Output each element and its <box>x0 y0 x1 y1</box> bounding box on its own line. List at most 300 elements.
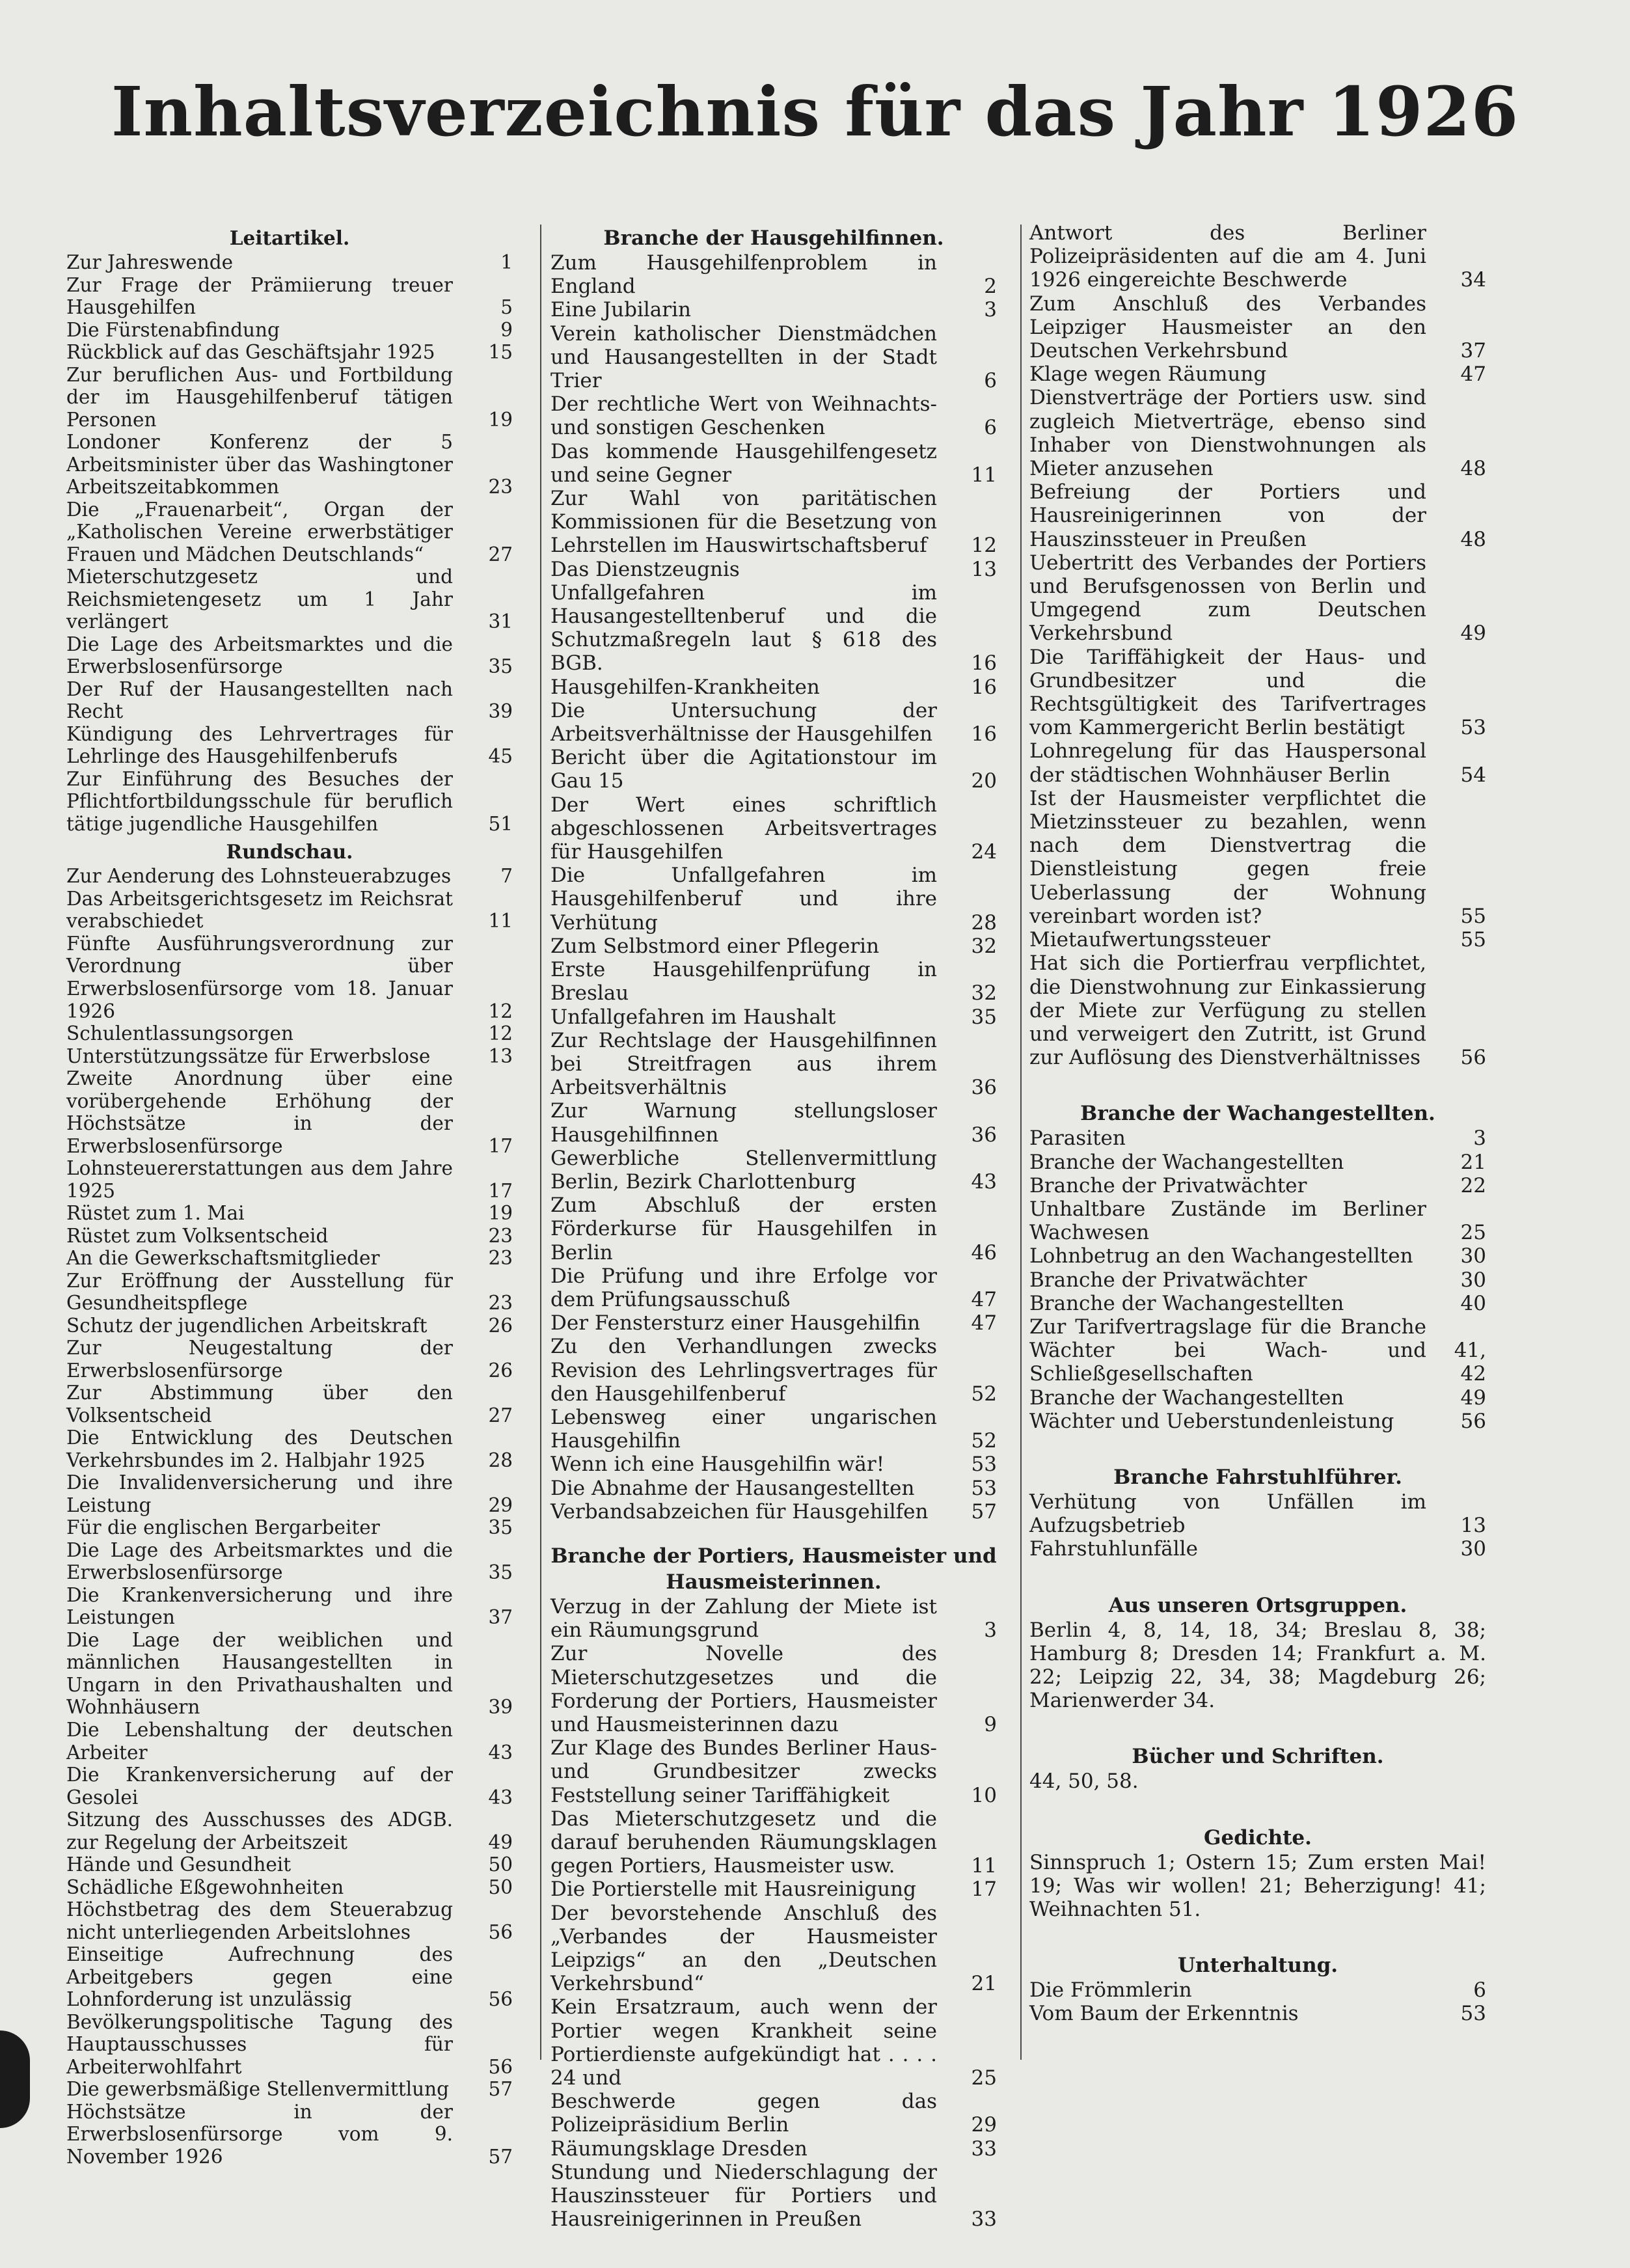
entry-title: Der bevorstehende Anschluß des „Verbandes der Hausmeister Leipzigs“ an den „Deutschen Verkehrsbund“ <box>550 1901 937 1996</box>
entry-page-number: 28 <box>488 1449 513 1471</box>
entry-page-number: 52 <box>971 1429 997 1453</box>
entry-title: Hat sich die Portierfrau verpflichtet, die Dienstwohnung zur Einkassierung der Miete zur Verfügung zu stellen und verweigert den Zutritt, ist Grund zur Auflösung des Dienstverhältnisses <box>1029 951 1426 1070</box>
entry-page-number: 21 <box>1460 1150 1486 1174</box>
index-entry <box>66 499 513 566</box>
entry-page-number: 9 <box>500 318 513 341</box>
entry-title: Die Invalidenversicherung und ihre Leistung <box>66 1471 453 1516</box>
entry-page-number: 30 <box>1460 1244 1486 1268</box>
entry-page-number: 32 <box>971 981 997 1005</box>
entry-title: Vom Baum der Erkenntnis <box>1029 2002 1299 2026</box>
entry-title: Kündigung des Lehrvertrages für Lehrlinge des Hausgehilfenberufs <box>66 722 453 768</box>
section-paragraph: Berlin 4, 8, 14, 18, 34; Breslau 8, 38; Hamburg 8; Dresden 14; Frankfurt a. M. 22; Leipzig 22, 34, 38; Magdeburg 26; Marienwerder 34. <box>1029 1618 1486 1713</box>
entry-title: Die gewerbsmäßige Stellenvermittlung <box>66 2078 450 2101</box>
entry-title: Zur Warnung stellungsloser Hausgehilfinnen <box>550 1099 937 1147</box>
entry-title: Zur Frage der Prämiierung treuer Hausgehilfen <box>66 273 453 319</box>
index-entry <box>550 1477 997 1500</box>
entry-title: Uebertritt des Verbandes der Portiers und Berufsgenossen von Berlin und Umgegend zum Deutschen Verkehrsbund <box>1029 551 1426 646</box>
index-entry <box>66 678 513 723</box>
entry-title: Die Lage der weiblichen und männlichen Hausangestellten in Ungarn in den Privathaushalten und Wohnhäusern <box>66 1628 453 1719</box>
entry-page-number: 23 <box>488 476 513 499</box>
entry-title: Einseitige Aufrechnung des Arbeitgebers gegen eine Lohnforderung ist unzulässig <box>66 1943 453 2011</box>
section-heading: Branche der Wachangestellten. <box>1080 1102 1435 1126</box>
column-divider <box>540 225 541 2060</box>
entry-title: Mieterschutzgesetz und Reichsmietengesetz um 1 Jahr verlängert <box>66 566 453 633</box>
entry-title: Die Untersuchung der Arbeitsverhältnisse der Hausgehilfen <box>550 698 937 746</box>
entry-page-number: 12 <box>488 1022 513 1045</box>
index-entry <box>66 1943 513 2011</box>
entry-page-number: 9 <box>984 1712 997 1736</box>
entry-title: Zur Neugestaltung der Erwerbslosenfürsorge <box>66 1337 453 1382</box>
index-entry <box>1029 292 1486 363</box>
entry-page-number: 6 <box>1473 1978 1486 2002</box>
entry-page-number: 33 <box>971 2137 997 2161</box>
entry-page-number: 27 <box>488 543 513 566</box>
entry-title: Das kommende Hausgehilfengesetz und seine Gegner <box>550 439 937 487</box>
entry-title: Zur Wahl von paritätischen Kommissionen für die Besetzung von Lehrstellen im Hauswirtschaftsberuf <box>550 487 937 558</box>
page-title: Inhaltsverzeichnis für das Jahr 1926 <box>111 72 1519 152</box>
index-entry <box>66 251 513 274</box>
index-entry <box>1029 787 1486 928</box>
entry-page-number: 50 <box>488 1853 513 1876</box>
entry-page-number: 37 <box>1460 339 1486 363</box>
index-entry <box>1029 1174 1486 1197</box>
entry-title: Die Tariffähigkeit der Haus- und Grundbesitzer und die Rechtsgültigkeit des Tarifvertrages vom Kammergericht Berlin bestätigt <box>1029 645 1426 740</box>
index-entry <box>550 1807 997 1878</box>
entry-title: Eine Jubilarin <box>550 298 691 322</box>
entry-title: Beschwerde gegen das Polizeipräsidium Berlin <box>550 2090 937 2137</box>
index-entry <box>66 888 513 933</box>
index-entry <box>1029 1410 1486 1433</box>
entry-page-number: 2 <box>984 275 997 299</box>
index-entry <box>550 935 997 958</box>
index-entry <box>550 1995 997 2090</box>
entry-title: Zur Einführung des Besuches der Pflichtfortbildungsschule für beruflich tätige jugendliche Hausgehilfen <box>66 767 453 835</box>
index-entry <box>550 487 997 558</box>
entry-title: Das Arbeitsgerichtsgesetz im Reichsrat verabschiedet <box>66 887 453 933</box>
index-entry <box>550 2137 997 2161</box>
entry-page-number: 52 <box>971 1382 997 1406</box>
entry-title: Branche der Privatwächter <box>1029 1173 1307 1197</box>
entry-page-number: 56 <box>1460 1046 1486 1070</box>
index-entry <box>550 1453 997 1476</box>
entry-page-number: 3 <box>1473 1127 1486 1151</box>
entry-title: Das Dienstzeugnis <box>550 557 740 581</box>
entry-page-number: 31 <box>488 610 513 633</box>
index-entry <box>1029 2002 1486 2025</box>
entry-page-number: 47 <box>971 1311 997 1335</box>
index-entry <box>66 1719 513 1764</box>
index-entry <box>1029 739 1486 786</box>
entry-page-number: 45 <box>488 745 513 768</box>
index-entry <box>66 933 513 1022</box>
entry-title: Parasiten <box>1029 1127 1126 1151</box>
index-entry <box>550 1099 997 1146</box>
section-heading: Leitartikel. <box>229 226 350 249</box>
index-entry <box>66 1270 513 1315</box>
entry-page-number: 41, 42 <box>1454 1339 1486 1386</box>
entry-title: Die Krankenversicherung und ihre Leistungen <box>66 1583 453 1629</box>
index-entry <box>1029 1386 1486 1410</box>
entry-title: Erste Hausgehilfenprüfung in Breslau <box>550 958 937 1005</box>
index-entry <box>1029 928 1486 951</box>
index-entry <box>550 2161 997 2232</box>
entry-page-number: 53 <box>971 1453 997 1477</box>
entry-title: Bericht über die Agitationstour im Gau 15 <box>550 746 937 793</box>
index-entry <box>66 1427 513 1471</box>
entry-title: Unfallgefahren im Haushalt <box>550 1005 836 1029</box>
entry-title: Die „Frauenarbeit“, Organ der „Katholischen Vereine erwerbstätiger Frauen und Mädchen Deutschlands“ <box>66 498 453 566</box>
section-heading: Unterhaltung. <box>1177 1954 1338 1978</box>
index-entry <box>550 1878 997 1901</box>
entry-title: Zur Eröffnung der Ausstellung für Gesundheitspflege <box>66 1269 453 1315</box>
section-heading: Aus unseren Ortsgruppen. <box>1108 1593 1407 1617</box>
entry-page-number: 16 <box>971 651 997 676</box>
index-entry <box>66 1853 513 1876</box>
entry-title: Schulentlassungsorgen <box>66 1022 294 1045</box>
index-entry <box>550 958 997 1005</box>
entry-title: Für die englischen Bergarbeiter <box>66 1516 380 1539</box>
index-entry <box>66 1629 513 1719</box>
entry-title: Gewerbliche Stellenvermittlung Berlin, Bezirk Charlottenburg <box>550 1146 937 1194</box>
entry-title: Mietaufwertungssteuer <box>1029 928 1271 952</box>
entry-title: Rückblick auf das Geschäftsjahr 1925 <box>66 341 435 364</box>
entry-page-number: 57 <box>488 2145 513 2168</box>
index-entry <box>1029 951 1486 1069</box>
index-entry <box>550 1194 997 1264</box>
entry-page-number: 19 <box>488 408 513 431</box>
entry-page-number: 16 <box>971 675 997 699</box>
index-entry <box>550 1500 997 1523</box>
index-entry <box>550 392 997 439</box>
entry-title: Zur Novelle des Mieterschutzgesetzes und die Forderung der Portiers, Hausmeister und Hausmeisterinnen dazu <box>550 1642 937 1736</box>
entry-title: Antwort des Berliner Polizeipräsidenten auf die am 4. Juni 1926 eingereichte Beschwerde <box>1029 221 1426 292</box>
entry-title: Lohnregelung für das Hauspersonal der städtischen Wohnhäuser Berlin <box>1029 739 1426 787</box>
index-entry <box>66 1539 513 1584</box>
section-heading: Branche Fahrstuhlführer. <box>1113 1465 1402 1489</box>
index-entry <box>66 2101 513 2168</box>
entry-page-number: 26 <box>488 1314 513 1337</box>
entry-title: Zur Abstimmung über den Volksentscheid <box>66 1382 453 1427</box>
entry-title: Die Unfallgefahren im Hausgehilfenberuf und ihre Verhütung <box>550 864 937 935</box>
entry-page-number: 40 <box>1460 1291 1486 1315</box>
index-entry <box>1029 1315 1486 1386</box>
entry-title: Fahrstuhlunfälle <box>1029 1537 1198 1561</box>
entry-title: Die Abnahme der Hausangestellten <box>550 1476 915 1500</box>
entry-page-number: 3 <box>984 1619 997 1643</box>
entry-title: Zur Tarifvertragslage für die Branche Wächter bei Wach- und Schließgesellschaften <box>1029 1315 1426 1386</box>
index-entry <box>1029 1197 1486 1244</box>
index-entry <box>66 1764 513 1809</box>
entry-title: Der Fenstersturz einer Hausgehilfin <box>550 1311 921 1335</box>
entry-page-number: 23 <box>488 1292 513 1315</box>
entry-title: Zur beruflichen Aus- und Fortbildung der im Hausgehilfenberuf tätigen Personen <box>66 363 453 431</box>
index-entry <box>1029 551 1486 646</box>
entry-title: Zum Hausgehilfenproblem in England <box>550 251 937 299</box>
entry-page-number: 13 <box>1460 1514 1486 1538</box>
index-entry <box>550 298 997 321</box>
entry-title: Die Lage des Arbeitsmarktes und die Erwerbslosenfürsorge <box>66 1538 453 1584</box>
entry-title: Die Portierstelle mit Hausreinigung <box>550 1878 916 1902</box>
entry-title: Branche der Wachangestellten <box>1029 1386 1344 1410</box>
entry-page-number: 19 <box>488 1202 513 1225</box>
section-heading: Gedichte. <box>1204 1825 1312 1850</box>
index-entry <box>66 1045 513 1068</box>
entry-title: Verbandsabzeichen für Hausgehilfen <box>550 1499 929 1523</box>
entry-title: Zur Klage des Bundes Berliner Haus- und Grundbesitzer zwecks Feststellung seiner Tariffähigkeit <box>550 1736 937 1807</box>
index-entry <box>66 1876 513 1899</box>
entry-page-number: 22 <box>1460 1173 1486 1197</box>
entry-title: Zweite Anordnung über eine vorübergehende Erhöhung der Höchstsätze in der Erwerbslosenfürsorge <box>66 1067 453 1157</box>
entry-page-number: 25 <box>1460 1221 1486 1245</box>
index-entry <box>550 1406 997 1453</box>
index-entry <box>1029 1292 1486 1315</box>
index-entry <box>550 1642 997 1736</box>
entry-page-number: 11 <box>971 1854 997 1878</box>
entry-page-number: 26 <box>488 1359 513 1382</box>
entry-page-number: 43 <box>971 1169 997 1194</box>
index-entry <box>550 1005 997 1029</box>
entry-page-number: 56 <box>488 2055 513 2078</box>
entry-page-number: 35 <box>488 1561 513 1584</box>
index-entry <box>550 2090 997 2137</box>
entry-page-number: 12 <box>488 1000 513 1022</box>
entry-page-number: 55 <box>1460 904 1486 928</box>
entry-page-number: 49 <box>1460 1386 1486 1410</box>
entry-page-number: 29 <box>971 2113 997 2137</box>
ink-blot <box>0 2030 30 2128</box>
entry-title: Die Lebenshaltung der deutschen Arbeiter <box>66 1719 453 1764</box>
entry-title: Wächter und Ueberstundenleistung <box>1029 1409 1394 1433</box>
index-entry <box>550 1902 997 1996</box>
index-entry <box>550 1595 997 1642</box>
entry-title: Höchstsätze in der Erwerbslosenfürsorge vom 9. November 1926 <box>66 2100 453 2168</box>
entry-title: Unfallgefahren im Hausangestelltenberuf und die Schutzmaßregeln laut § 618 des BGB. <box>550 581 937 676</box>
entry-page-number: 57 <box>488 2078 513 2101</box>
entry-page-number: 13 <box>488 1045 513 1067</box>
index-entry <box>66 865 513 888</box>
entry-page-number: 28 <box>971 910 997 935</box>
entry-page-number: 6 <box>984 416 997 440</box>
entry-page-number: 51 <box>488 812 513 835</box>
index-entry <box>1029 1268 1486 1292</box>
entry-title: Die Prüfung und ihre Erfolge vor dem Prüfungsausschuß <box>550 1264 937 1311</box>
entry-page-number: 53 <box>1460 2002 1486 2026</box>
entry-page-number: 46 <box>971 1240 997 1264</box>
entry-page-number: 10 <box>971 1783 997 1807</box>
entry-title: Befreiung der Portiers und Hausreinigerinnen von der Hauszinssteuer in Preußen <box>1029 480 1426 551</box>
entry-page-number: 16 <box>971 722 997 746</box>
entry-page-number: 49 <box>488 1831 513 1853</box>
entry-page-number: 34 <box>1460 268 1486 292</box>
entry-page-number: 23 <box>488 1247 513 1270</box>
entry-title: Räumungsklage Dresden <box>550 2137 808 2161</box>
index-entry <box>66 1225 513 1248</box>
entry-title: Wenn ich eine Hausgehilfin wär! <box>550 1453 885 1477</box>
index-entry <box>66 1067 513 1157</box>
index-entry <box>66 1898 513 1943</box>
entry-title: Die Frömmlerin <box>1029 1978 1192 2002</box>
entry-page-number: 56 <box>488 1988 513 2011</box>
index-entry <box>550 1736 997 1807</box>
index-entry <box>66 768 513 836</box>
entry-page-number: 30 <box>1460 1268 1486 1292</box>
index-entry <box>66 1315 513 1337</box>
index-entry <box>66 1337 513 1382</box>
index-entry <box>1029 1537 1486 1561</box>
index-entry <box>550 581 997 676</box>
section-heading: Bücher und Schriften. <box>1132 1745 1384 1769</box>
entry-title: Das Mieterschutzgesetz und die darauf beruhenden Räumungsklagen gegen Portiers, Hausmeister usw. <box>550 1807 937 1878</box>
entry-page-number: 37 <box>488 1606 513 1629</box>
entry-title: Fünfte Ausführungsverordnung zur Verordnung über Erwerbslosenfürsorge vom 18. Januar 1926 <box>66 932 453 1022</box>
entry-title: Zum Anschluß des Verbandes Leipziger Hausmeister an den Deutschen Verkehrsbund <box>1029 292 1426 363</box>
entry-page-number: 56 <box>488 1920 513 1943</box>
index-entry <box>66 2011 513 2079</box>
index-entry <box>66 1247 513 1270</box>
index-entry <box>66 1516 513 1539</box>
entry-page-number: 25 <box>971 2066 997 2090</box>
entry-page-number: 5 <box>500 296 513 319</box>
index-entry <box>550 1335 997 1406</box>
index-entry <box>66 1157 513 1202</box>
index-entry <box>66 1584 513 1629</box>
index-entry <box>66 633 513 678</box>
index-entry <box>1029 646 1486 740</box>
entry-title: Lohnbetrug an den Wachangestellten <box>1029 1244 1413 1268</box>
entry-page-number: 6 <box>984 369 997 393</box>
entry-page-number: 56 <box>1460 1409 1486 1433</box>
column-divider <box>1020 225 1022 2060</box>
entry-title: Ist der Hausmeister verpflichtet die Mietzinssteuer zu bezahlen, wenn nach dem Dienstvertrag die Dienstleistung gegen freie Ueberlassung der Wohnung vereinbart worden ist? <box>1029 786 1426 928</box>
index-entry <box>1029 362 1486 386</box>
entry-title: Zum Abschluß der ersten Förderkurse für Hausgehilfen in Berlin <box>550 1194 937 1264</box>
index-entry <box>1029 386 1486 480</box>
index-entry <box>66 2078 513 2101</box>
entry-title: Klage wegen Räumung <box>1029 362 1267 387</box>
entry-page-number: 21 <box>971 1972 997 1996</box>
index-entry <box>1029 221 1486 292</box>
index-entry <box>66 341 513 364</box>
entry-page-number: 23 <box>488 1224 513 1247</box>
entry-page-number: 15 <box>488 341 513 364</box>
entry-title: Bevölkerungspolitische Tagung des Hauptausschusses für Arbeiterwohlfahrt <box>66 2010 453 2078</box>
section-paragraph: 44, 50, 58. <box>1029 1769 1139 1794</box>
entry-title: Branche der Privatwächter <box>1029 1268 1307 1292</box>
entry-title: Die Fürstenabfindung <box>66 318 280 341</box>
entry-title: Zu den Verhandlungen zwecks Revision des Lehrlingsvertrages für den Hausgehilfenberuf <box>550 1335 937 1406</box>
index-entry <box>550 676 997 699</box>
entry-page-number: 53 <box>1460 716 1486 740</box>
index-entry <box>550 322 997 393</box>
entry-title: Der rechtliche Wert von Weihnachts- und sonstigen Geschenken <box>550 392 937 440</box>
entry-page-number: 47 <box>971 1287 997 1311</box>
entry-page-number: 48 <box>1460 457 1486 481</box>
entry-title: Die Lage des Arbeitsmarktes und die Erwerbslosenfürsorge <box>66 633 453 678</box>
entry-title: Sitzung des Ausschusses des ADGB. zur Regelung der Arbeitszeit <box>66 1809 453 1853</box>
index-entry <box>550 699 997 746</box>
index-entry <box>66 723 513 768</box>
entry-title: Der Ruf der Hausangestellten nach Recht <box>66 677 453 723</box>
index-entry <box>550 1029 997 1100</box>
entry-page-number: 12 <box>971 534 997 558</box>
section-heading: Branche der Portiers, Hausmeister und Hausmeisterinnen. <box>550 1544 997 1594</box>
entry-page-number: 39 <box>488 700 513 723</box>
entry-title: Dienstverträge der Portiers usw. sind zugleich Mietverträge, ebenso sind Inhaber von Dienstwohnungen als Mieter anzusehen <box>1029 386 1426 481</box>
index-entry <box>66 364 513 431</box>
index-entry <box>1029 1978 1486 2002</box>
entry-title: Rüstet zum 1. Mai <box>66 1202 245 1225</box>
index-entry <box>550 1264 997 1311</box>
entry-page-number: 55 <box>1460 928 1486 952</box>
index-entry <box>1029 1127 1486 1150</box>
entry-title: Unterstützungssätze für Erwerbslose <box>66 1045 431 1067</box>
entry-page-number: 57 <box>971 1499 997 1523</box>
index-entry <box>1029 1151 1486 1174</box>
entry-title: Hausgehilfen-Krankheiten <box>550 675 820 699</box>
index-entry <box>550 746 997 793</box>
entry-page-number: 17 <box>971 1878 997 1902</box>
entry-title: Hände und Gesundheit <box>66 1853 292 1876</box>
index-entry <box>550 251 997 298</box>
index-entry <box>1029 480 1486 551</box>
entry-title: Branche der Wachangestellten <box>1029 1150 1344 1174</box>
index-entry <box>550 793 997 864</box>
entry-page-number: 53 <box>971 1476 997 1500</box>
entry-title: Zur Rechtslage der Hausgehilfinnen bei Streitfragen aus ihrem Arbeitsverhältnis <box>550 1028 937 1100</box>
section-heading: Rundschau. <box>226 840 353 864</box>
index-column-3 <box>1029 221 1486 2026</box>
entry-title: Unhaltbare Zustände im Berliner Wachwesen <box>1029 1197 1426 1245</box>
index-column-2 <box>550 221 997 2231</box>
entry-page-number: 35 <box>488 1516 513 1539</box>
index-entry <box>550 864 997 935</box>
entry-page-number: 48 <box>1460 527 1486 551</box>
section-heading: Branche der Hausgehilfinnen. <box>603 226 944 250</box>
entry-page-number: 47 <box>1460 362 1486 387</box>
entry-page-number: 7 <box>500 865 513 888</box>
entry-page-number: 17 <box>488 1134 513 1157</box>
entry-title: Verzug in der Zahlung der Miete ist ein Räumungsgrund <box>550 1594 937 1643</box>
entry-page-number: 32 <box>971 934 997 958</box>
entry-page-number: 11 <box>971 463 997 487</box>
index-entry <box>66 1471 513 1516</box>
index-entry <box>66 1809 513 1853</box>
entry-title: Die Entwicklung des Deutschen Verkehrsbundes im 2. Halbjahr 1925 <box>66 1427 453 1471</box>
index-entry <box>66 566 513 633</box>
entry-title: Lebensweg einer ungarischen Hausgehilfin <box>550 1405 937 1453</box>
index-entry <box>66 1202 513 1225</box>
index-entry <box>66 274 513 319</box>
entry-title: Schädliche Eßgewohnheiten <box>66 1876 344 1898</box>
entry-page-number: 17 <box>488 1179 513 1202</box>
entry-title: Der Wert eines schriftlich abgeschlossenen Arbeitsvertrages für Hausgehilfen <box>550 793 937 864</box>
entry-page-number: 43 <box>488 1741 513 1764</box>
entry-title: Rüstet zum Volksentscheid <box>66 1224 329 1247</box>
entry-page-number: 1 <box>500 251 513 273</box>
entry-page-number: 49 <box>1460 622 1486 646</box>
index-column-1 <box>66 221 513 2168</box>
entry-page-number: 39 <box>488 1696 513 1719</box>
index-entry <box>550 558 997 581</box>
entry-title: Verhütung von Unfällen im Aufzugsbetrieb <box>1029 1490 1426 1538</box>
entry-title: Zur Aenderung des Lohnsteuerabzuges <box>66 865 452 888</box>
entry-page-number: 43 <box>488 1786 513 1809</box>
entry-title: An die Gewerkschaftsmitglieder <box>66 1247 380 1270</box>
entry-page-number: 35 <box>488 655 513 678</box>
entry-title: Branche der Wachangestellten <box>1029 1291 1344 1315</box>
entry-page-number: 13 <box>971 557 997 581</box>
entry-page-number: 33 <box>971 2207 997 2232</box>
